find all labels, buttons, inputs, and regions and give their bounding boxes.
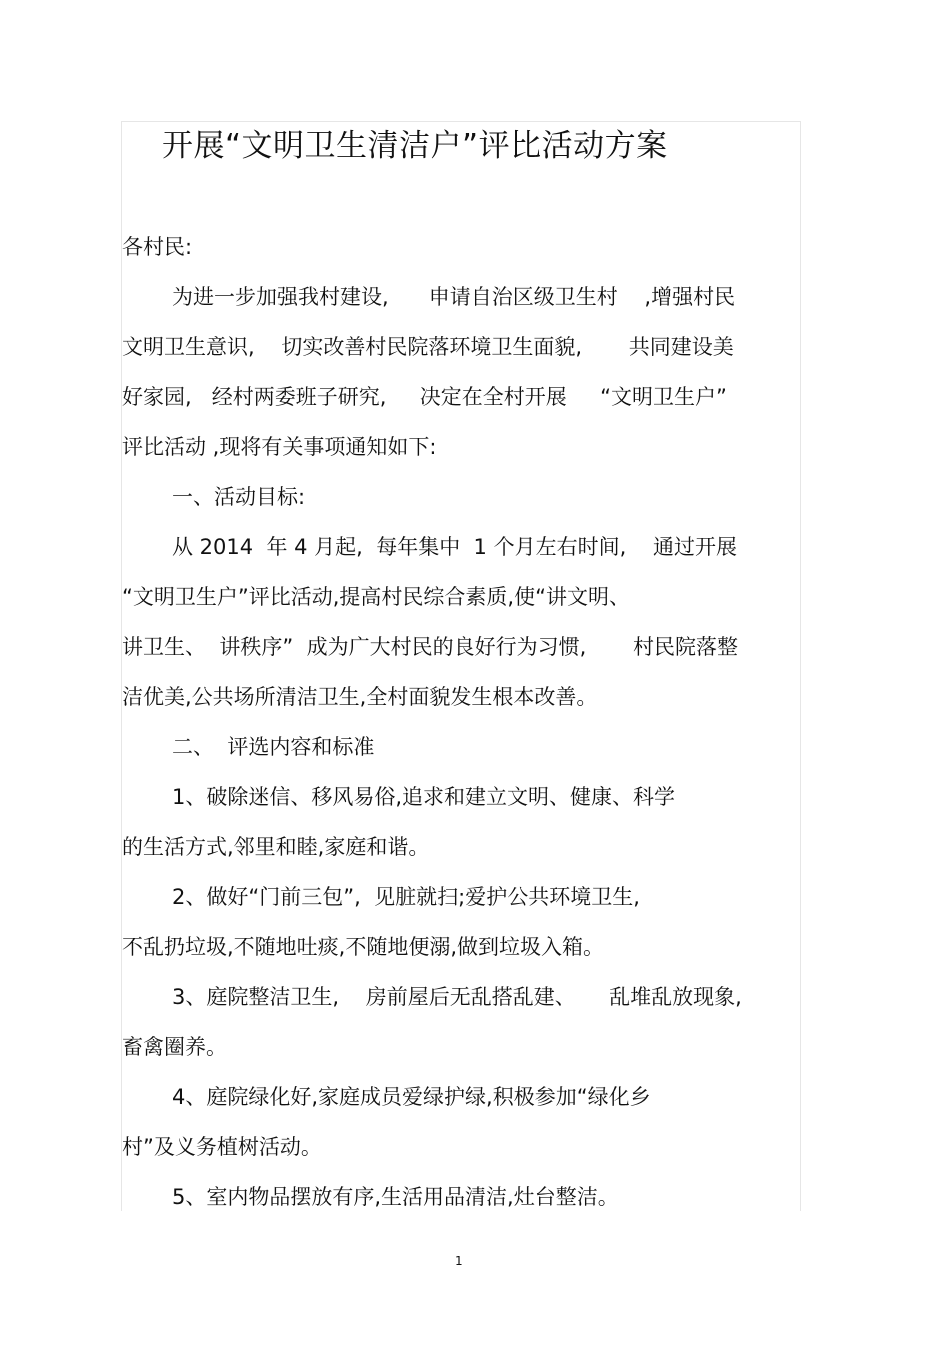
list-item: 5、室内物品摆放有序,生活用品清洁,灶台整洁。 <box>172 1185 619 1209</box>
paragraph-line: 评比活动 ,现将有关事项通知如下: <box>122 435 437 459</box>
salutation: 各村民: <box>122 235 193 259</box>
list-item-continuation: 村”及义务植树活动。 <box>122 1135 322 1159</box>
paragraph-line: 洁优美,公共场所清洁卫生,全村面貌发生根本改善。 <box>122 685 598 709</box>
list-item: 4、庭院绿化好,家庭成员爱绿护绿,积极参加“绿化乡 <box>172 1085 651 1109</box>
paragraph-line: 好家园, 经村两委班子研究, 决定在全村开展 “文明卫生户” <box>122 385 727 409</box>
list-item-continuation: 的生活方式,邻里和睦,家庭和谐。 <box>122 835 430 859</box>
document-title: 开展“文明卫生清洁户”评比活动方案 <box>162 128 668 164</box>
paragraph-line: 从 2014 年 4 月起, 每年集中 1 个月左右时间, 通过开展 <box>172 535 737 559</box>
list-item-continuation: 不乱扔垃圾,不随地吐痰,不随地便溺,做到垃圾入箱。 <box>122 935 605 959</box>
section-heading: 一、活动目标: <box>172 485 306 509</box>
paragraph-line: “文明卫生户”评比活动,提高村民综合素质,使“讲文明、 <box>122 585 630 609</box>
list-item: 2、做好“门前三包”, 见脏就扫;爱护公共环境卫生, <box>172 885 640 909</box>
list-item: 1、破除迷信、移风易俗,追求和建立文明、健康、科学 <box>172 785 676 809</box>
paragraph-line: 文明卫生意识, 切实改善村民院落环境卫生面貌, 共同建设美 <box>122 335 734 359</box>
paragraph-line: 讲卫生、 讲秩序” 成为广大村民的良好行为习惯, 村民院落整 <box>122 635 738 659</box>
section-heading: 二、 评选内容和标准 <box>172 735 375 759</box>
paragraph-line: 为进一步加强我村建设, 申请自治区级卫生村 ,增强村民 <box>172 285 736 309</box>
list-item: 3、庭院整洁卫生, 房前屋后无乱搭乱建、 乱堆乱放现象, <box>172 985 742 1009</box>
page-number: 1 <box>455 1254 463 1268</box>
list-item-continuation: 畜禽圈养。 <box>122 1035 227 1059</box>
